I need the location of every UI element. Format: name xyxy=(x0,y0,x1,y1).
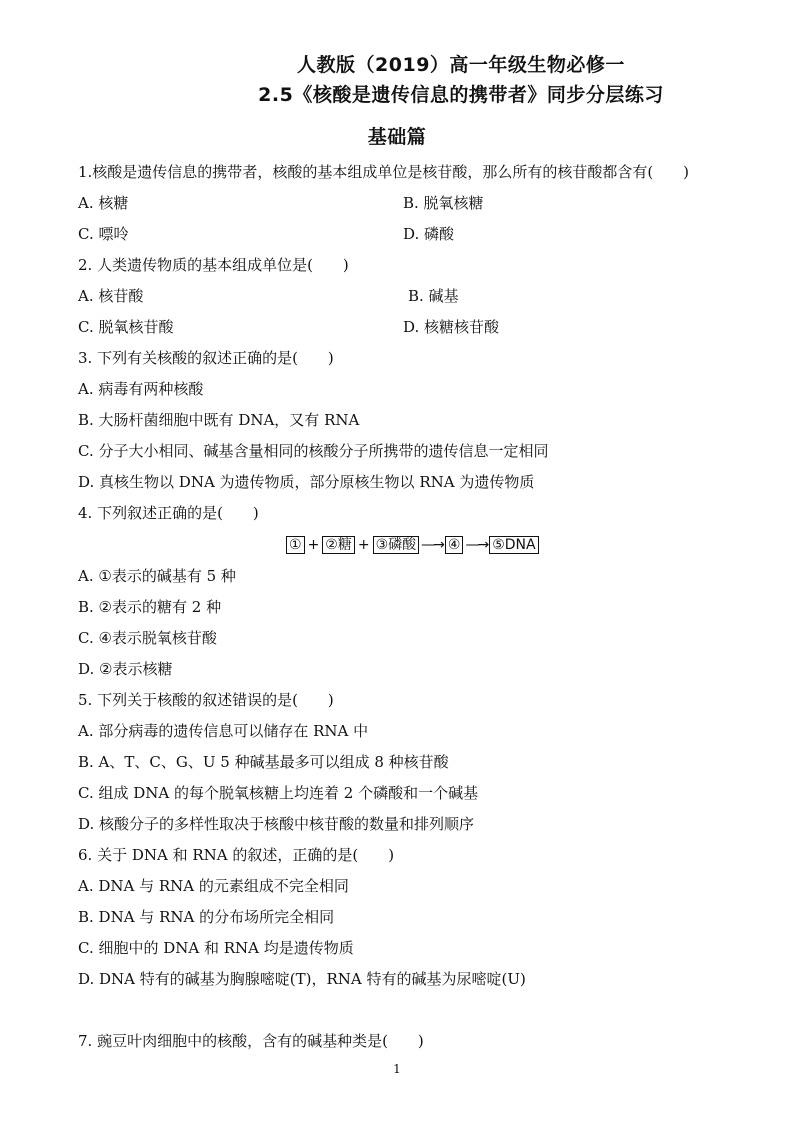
question-5-option-d: D. 核酸分子的多样性取决于核酸中核苷酸的数量和排列顺序 xyxy=(78,815,475,833)
question-2-options-row-2 xyxy=(78,317,500,337)
question-2-option-b: B. 碱基 xyxy=(408,287,459,305)
diagram-arrow-2: —→ xyxy=(465,537,488,553)
question-4-option-c: C. ④表示脱氧核苷酸 xyxy=(78,629,217,647)
document-subtitle: 2.5《核酸是遗传信息的携带者》同步分层练习 xyxy=(258,84,664,106)
diagram-plus-2: + xyxy=(357,537,370,553)
question-3-option-a: A. 病毒有两种核酸 xyxy=(78,380,204,398)
question-2-stem: 2. 人类遗传物质的基本组成单位是( ) xyxy=(78,256,349,274)
question-6-option-b: B. DNA 与 RNA 的分布场所完全相同 xyxy=(78,908,335,926)
question-4-option-b: B. ②表示的糖有 2 种 xyxy=(78,598,222,616)
nucleotide-diagram xyxy=(286,536,539,554)
question-3-option-b: B. 大肠杆菌细胞中既有 DNA，又有 RNA xyxy=(78,411,360,429)
question-6-option-d: D. DNA 特有的碱基为胸腺嘧啶(T)，RNA 特有的碱基为尿嘧啶(U) xyxy=(78,970,526,988)
question-7-stem: 7. 豌豆叶肉细胞中的核酸，含有的碱基种类是( ) xyxy=(78,1032,424,1050)
diagram-arrow-1: —→ xyxy=(421,537,443,553)
question-3-option-c: C. 分子大小相同、碱基含量相同的核酸分子所携带的遗传信息一定相同 xyxy=(78,442,549,460)
question-1-options-row-1 xyxy=(78,193,484,213)
question-1-option-c: C. 嘌呤 xyxy=(78,225,129,243)
question-1-option-a: A. 核糖 xyxy=(78,194,129,212)
question-6-option-a: A. DNA 与 RNA 的元素组成不完全相同 xyxy=(78,877,349,895)
page-number: 1 xyxy=(393,1062,401,1076)
diagram-plus-1: + xyxy=(307,537,320,553)
question-2-options-row-1 xyxy=(78,286,459,306)
diagram-box-5: ⑤DNA xyxy=(489,536,538,554)
question-1-stem: 1.核酸是遗传信息的携带者，核酸的基本组成单位是核苷酸，那么所有的核苷酸都含有( ) xyxy=(78,163,690,181)
question-3-stem: 3. 下列有关核酸的叙述正确的是( ) xyxy=(78,349,334,367)
question-4-option-d: D. ②表示核糖 xyxy=(78,660,173,678)
question-5-option-b: B. A、T、C、G、U 5 种碱基最多可以组成 8 种核苷酸 xyxy=(78,753,449,771)
section-heading: 基础篇 xyxy=(367,126,427,148)
diagram-box-2: ②糖 xyxy=(322,536,355,554)
question-2-option-a: A. 核苷酸 xyxy=(78,287,144,305)
question-3-option-d: D. 真核生物以 DNA 为遗传物质，部分原核生物以 RNA 为遗传物质 xyxy=(78,473,535,491)
question-4-option-a: A. ①表示的碱基有 5 种 xyxy=(78,567,236,585)
question-5-stem: 5. 下列关于核酸的叙述错误的是( ) xyxy=(78,691,334,709)
diagram-box-1: ① xyxy=(286,536,305,554)
question-2-option-c: C. 脱氧核苷酸 xyxy=(78,318,174,336)
question-6-stem: 6. 关于 DNA 和 RNA 的叙述，正确的是( ) xyxy=(78,846,395,864)
question-1-options-row-2 xyxy=(78,224,455,244)
question-5-option-c: C. 组成 DNA 的每个脱氧核糖上均连着 2 个磷酸和一个碱基 xyxy=(78,784,479,802)
question-6-option-c: C. 细胞中的 DNA 和 RNA 均是遗传物质 xyxy=(78,939,354,957)
question-4-stem: 4. 下列叙述正确的是( ) xyxy=(78,504,259,522)
diagram-box-3: ③磷酸 xyxy=(373,536,420,554)
diagram-box-4: ④ xyxy=(445,536,464,554)
document-title: 人教版（2019）高一年级生物必修一 xyxy=(297,54,625,76)
question-1-option-d: D. 磷酸 xyxy=(403,225,455,243)
question-5-option-a: A. 部分病毒的遗传信息可以储存在 RNA 中 xyxy=(78,722,369,740)
question-2-option-d: D. 核糖核苷酸 xyxy=(403,318,500,336)
question-1-option-b: B. 脱氧核糖 xyxy=(403,194,484,212)
